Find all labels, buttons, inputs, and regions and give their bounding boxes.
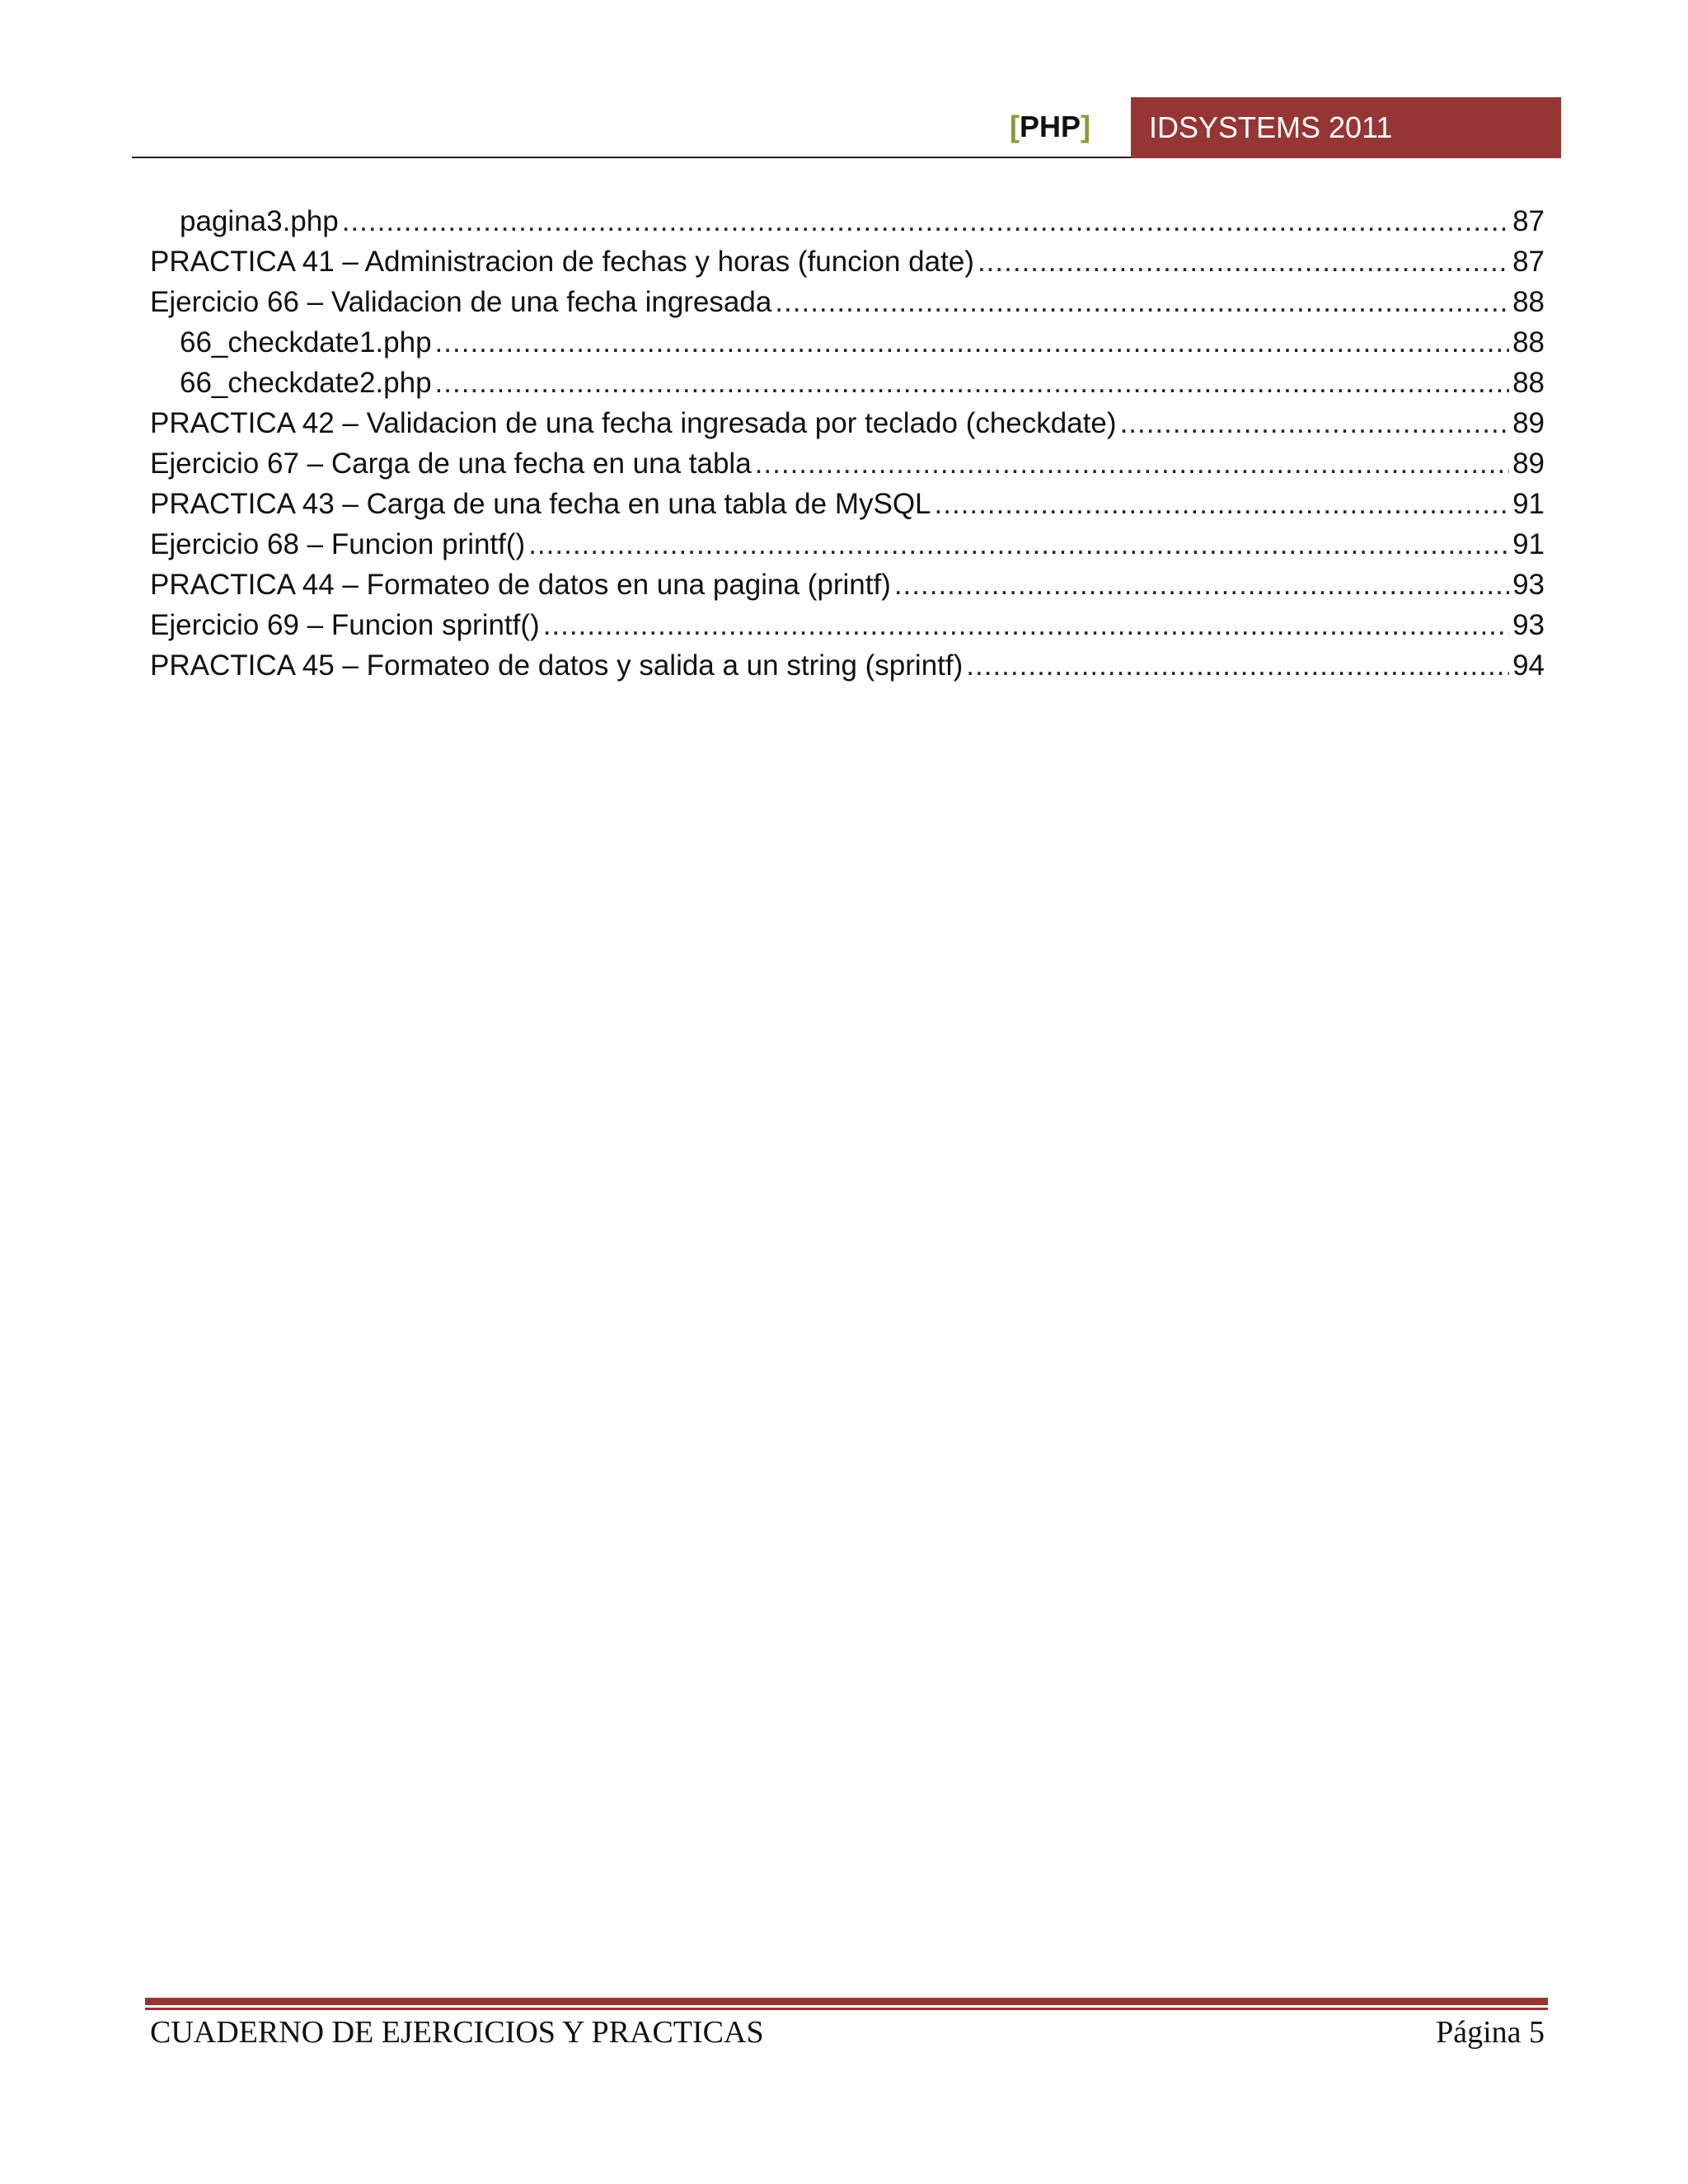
toc-dot-leader xyxy=(435,363,1510,403)
header-tag-text: PHP xyxy=(1019,110,1081,143)
toc-entry[interactable] xyxy=(150,322,1545,363)
footer-page-number: Página 5 xyxy=(1436,2015,1545,2050)
toc-entry-title: Ejercicio 67 – Carga de una fecha en una tabla xyxy=(150,448,752,480)
toc-entry-page: 87 xyxy=(1512,205,1545,237)
toc-entry-title: PRACTICA 41 – Administracion de fechas y horas (funcion date) xyxy=(150,246,974,278)
toc-entry-title: 66_checkdate1.php xyxy=(180,326,432,359)
toc-entry-page: 89 xyxy=(1512,407,1545,439)
toc-dot-leader xyxy=(435,322,1510,363)
toc-dot-leader xyxy=(894,565,1509,605)
toc-entry[interactable] xyxy=(150,241,1545,282)
toc-dot-leader xyxy=(775,282,1509,322)
toc-entry-title: Ejercicio 69 – Funcion sprintf() xyxy=(150,609,540,641)
toc-entry[interactable] xyxy=(150,565,1545,605)
footer-rule-thick xyxy=(145,1998,1548,2005)
toc-dot-leader xyxy=(755,443,1509,484)
header-tag xyxy=(1010,107,1090,147)
toc-dot-leader xyxy=(1120,403,1510,443)
toc-entry[interactable] xyxy=(150,443,1545,484)
toc-entry-page: 93 xyxy=(1512,569,1545,601)
toc-entry-page: 87 xyxy=(1512,246,1545,278)
header-bracket-close: ] xyxy=(1081,110,1090,143)
toc-dot-leader xyxy=(978,241,1509,282)
header-title-box xyxy=(1131,97,1561,158)
header-rule xyxy=(132,157,1131,158)
toc-entry-page: 94 xyxy=(1512,649,1545,682)
toc-entry-title: PRACTICA 44 – Formateo de datos en una pagina (printf) xyxy=(150,569,891,601)
toc-entry-title: PRACTICA 45 – Formateo de datos y salida a un string (sprintf) xyxy=(150,649,964,682)
toc-dot-leader xyxy=(342,201,1509,241)
toc-entry[interactable] xyxy=(150,363,1545,403)
toc-entry-page: 91 xyxy=(1512,488,1545,520)
toc-entry-title: 66_checkdate2.php xyxy=(180,367,432,399)
toc-entry-page: 88 xyxy=(1512,367,1545,399)
toc-dot-leader xyxy=(528,524,1509,565)
toc-entry[interactable] xyxy=(150,645,1545,686)
toc-entry-title: PRACTICA 43 – Carga de una fecha en una tabla de MySQL xyxy=(150,488,931,520)
toc-entry[interactable] xyxy=(150,484,1545,524)
toc-entry-page: 89 xyxy=(1512,448,1545,480)
toc-dot-leader xyxy=(935,484,1510,524)
toc-entry[interactable] xyxy=(150,201,1545,241)
toc-entry-title: Ejercicio 66 – Validacion de una fecha ingresada xyxy=(150,286,772,318)
toc-entry-page: 88 xyxy=(1512,286,1545,318)
toc-entry[interactable] xyxy=(150,605,1545,645)
toc-entry-page: 88 xyxy=(1512,326,1545,359)
footer-document-title: CUADERNO DE EJERCICIOS Y PRACTICAS xyxy=(150,2015,764,2050)
toc-entry[interactable] xyxy=(150,282,1545,322)
header-title: IDSYSTEMS 2011 xyxy=(1149,110,1393,144)
toc-dot-leader xyxy=(543,605,1509,645)
toc-entry[interactable] xyxy=(150,403,1545,443)
toc-entry-title: pagina3.php xyxy=(180,205,339,237)
toc-entry-title: PRACTICA 42 – Validacion de una fecha ingresada por teclado (checkdate) xyxy=(150,407,1117,439)
toc-entry-title: Ejercicio 68 – Funcion printf() xyxy=(150,528,526,560)
toc-dot-leader xyxy=(966,645,1509,686)
table-of-contents xyxy=(150,201,1545,686)
toc-entry-page: 91 xyxy=(1512,528,1545,560)
toc-entry[interactable] xyxy=(150,524,1545,565)
footer-rule-thin xyxy=(145,2008,1548,2010)
header-bracket-open: [ xyxy=(1009,110,1020,143)
toc-entry-page: 93 xyxy=(1512,609,1545,641)
